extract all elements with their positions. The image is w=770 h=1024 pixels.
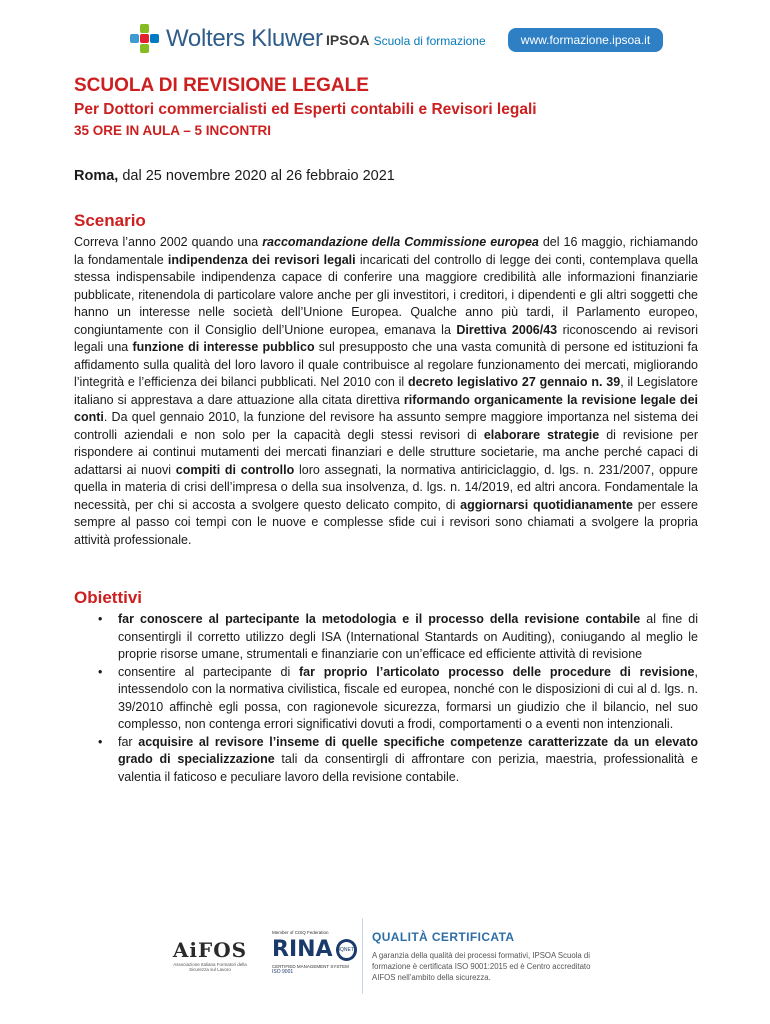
course-city: Roma, [74, 168, 119, 184]
aifos-logo [170, 938, 250, 972]
rina-certification-logo [272, 930, 352, 975]
text-run: Correva l’anno 2002 quando una [74, 235, 263, 249]
scenario-paragraph [74, 234, 698, 549]
text-run: consentire al partecipante di [118, 664, 300, 679]
page-header [0, 20, 770, 60]
quality-title: QUALITÀ CERTIFICATA [372, 930, 515, 944]
text-run: riconoscendo ai revisori legali una [74, 322, 698, 354]
text-run: tali da consentirgli di affrontare con perizia, maestria, professionalità e valentia il faticoso e peculiare lavoro della revisione contabile. [118, 752, 698, 784]
text-run: del 16 maggio, richiamando la fondamentale [74, 235, 698, 267]
ipsoa-name: IPSOA [326, 32, 370, 48]
wolters-kluwer-logo [130, 24, 323, 54]
emphasis-run: far proprio l’articolato processo delle procedure di revisione [299, 664, 695, 679]
brand-name: Wolters Kluwer [166, 25, 323, 52]
rina-subtitle: CERTIFIED MANAGEMENT SYSTEM [272, 964, 349, 969]
emphasis-run: riformando organicamente la revisione legale dei conti [74, 392, 698, 424]
obiettivi-heading: Obiettivi [74, 588, 143, 607]
obiettivi-list [74, 611, 698, 786]
bullet-icon: • [98, 664, 103, 679]
obiettivi-item [74, 611, 698, 664]
ipsoa-logo [326, 32, 486, 48]
text-run: far [118, 734, 139, 749]
emphasis-run: far conoscere al partecipante la metodologia e il processo della revisione contabile [118, 612, 641, 626]
text-run: sul presupposto che una vasta comunità di persone ed istituzioni fa affidamento sulla qualità del loro lavoro il quale contribuisce al regolare funzionamento dei mercati, migliorando l’integrità e l’efficienza dei bilanci pubblicati. Nel 2010 con il [74, 340, 698, 389]
rina-iso: ISO 9001 [272, 969, 294, 975]
footer-divider [362, 918, 363, 994]
text-run: al fine di consentirgli il corretto utilizzo degli ISA (International Stantards on Auditing), coniugando al meglio le proprie risorse umane, strumentali e finanziarie con un’efficace ed efficiente attività di revisione [118, 612, 699, 661]
text-run: , intessendolo con la normativa civilistica, fiscale ed europea, nonché con le disposizioni di cui al d. lgs. n. 39/2010 affinchè egli possa, con ragionevole sicurezza, formarsi un giudizio che il bilancio, nel suo complesso, non contenga errori significativi dovuti a frodi, comportamenti o a eventi non intenzionali. [118, 664, 698, 731]
ipsoa-subtitle: Scuola di formazione [373, 34, 486, 48]
quality-text: A garanzia della qualità dei processi formativi, IPSOA Scuola di formazione è certificata ISO 9001:2015 ed è Centro accreditato AIFOS nell’ambito della sicurezza. [372, 951, 591, 982]
rina-name: RINA [272, 937, 333, 962]
text-run: di revisione per rispondere ai continui mutamenti dei mercati finanziari e delle strutture societarie, ma anche perché capaci di adattarsi ai nuovi [74, 427, 699, 477]
text-run: per essere sempre al passo coi tempi con le nuove e complesse sfide cui i revisori sono chiamati a svolgere la propria attività professionale. [74, 497, 698, 547]
emphasis-run: raccomandazione della Commissione europea [262, 235, 539, 249]
text-run: . Da quel gennaio 2010, la funzione del revisore ha assunto sempre maggiore importanza nel sistema dei controlli aziendali e non solo per la capacità degli stessi revisori di [74, 410, 698, 442]
emphasis-run: elaborare strategie [483, 427, 600, 442]
emphasis-run: compiti di controllo [175, 462, 295, 477]
page-title: SCUOLA DI REVISIONE LEGALE [74, 75, 369, 96]
text-run: , il Legislatore italiano si apprestava a dare attuazione alla citata direttiva [74, 375, 698, 407]
obiettivi-item [74, 734, 698, 787]
page-footer [0, 918, 770, 998]
text-run: incaricati del controllo di legge dei conti, contemplava quella stessa indispensabile indipendenza capace di conferire una maggiore credibilità alle informazioni finanziarie pubblicate, ritenendola di particolare valore anche per gli investitori, i creditori, i dipendenti e gli altri soggetti che hanno un interesse nelle società dell’Unione Europea. Qualche anno più tardi, il Parlamento europeo, congiuntamente con il Consiglio dell’Unione europea, emanava la [74, 252, 698, 337]
text-run: loro assegnati, la normativa antiriciclaggio, d. lgs. n. 231/2007, oppure quella in materia di crisi dell’impresa o della sua insolvenza, d. lgs. n. 14/2019, ed altri ancora. Fondamentale la necessità, per chi si accosta a svolgere questo delicato compito, di [74, 462, 698, 512]
obiettivi-item [74, 664, 698, 734]
course-dates: dal 25 novembre 2020 al 26 febbraio 2021 [118, 168, 395, 184]
bullet-icon: • [98, 734, 103, 749]
emphasis-run: aggiornarsi quotidianamente [460, 497, 633, 512]
course-location-dates [74, 166, 698, 186]
emphasis-run: funzione di interesse pubblico [132, 340, 315, 354]
aifos-subtitle: Associazione Italiana Formatori della Sicurezza sul Lavoro [173, 962, 247, 972]
bullet-icon: • [98, 612, 103, 626]
emphasis-run: acquisire al revisore l’inseme di quelle specifiche competenze caratterizzate da un elevato grado di specializzazione [118, 734, 699, 766]
scenario-heading: Scenario [74, 211, 146, 230]
course-hours: 35 ORE IN AULA – 5 INCONTRI [74, 123, 272, 138]
rina-member-label: Member of CISQ Federation [272, 930, 329, 935]
emphasis-run: Direttiva 2006/43 [456, 322, 558, 337]
cisq-seal-icon: IQNET [336, 939, 357, 961]
emphasis-run: indipendenza dei revisori legali [167, 252, 356, 267]
wolters-kluwer-mark-icon [130, 24, 160, 54]
document-body [74, 74, 698, 786]
quality-certification [372, 930, 612, 983]
emphasis-run: decreto legislativo 27 gennaio n. 39 [407, 375, 621, 389]
page-subtitle: Per Dottori commercialisti ed Esperti contabili e Revisori legali [74, 101, 537, 118]
website-url-link[interactable]: www.formazione.ipsoa.it [508, 28, 663, 52]
aifos-name: AiFOS [172, 938, 248, 962]
